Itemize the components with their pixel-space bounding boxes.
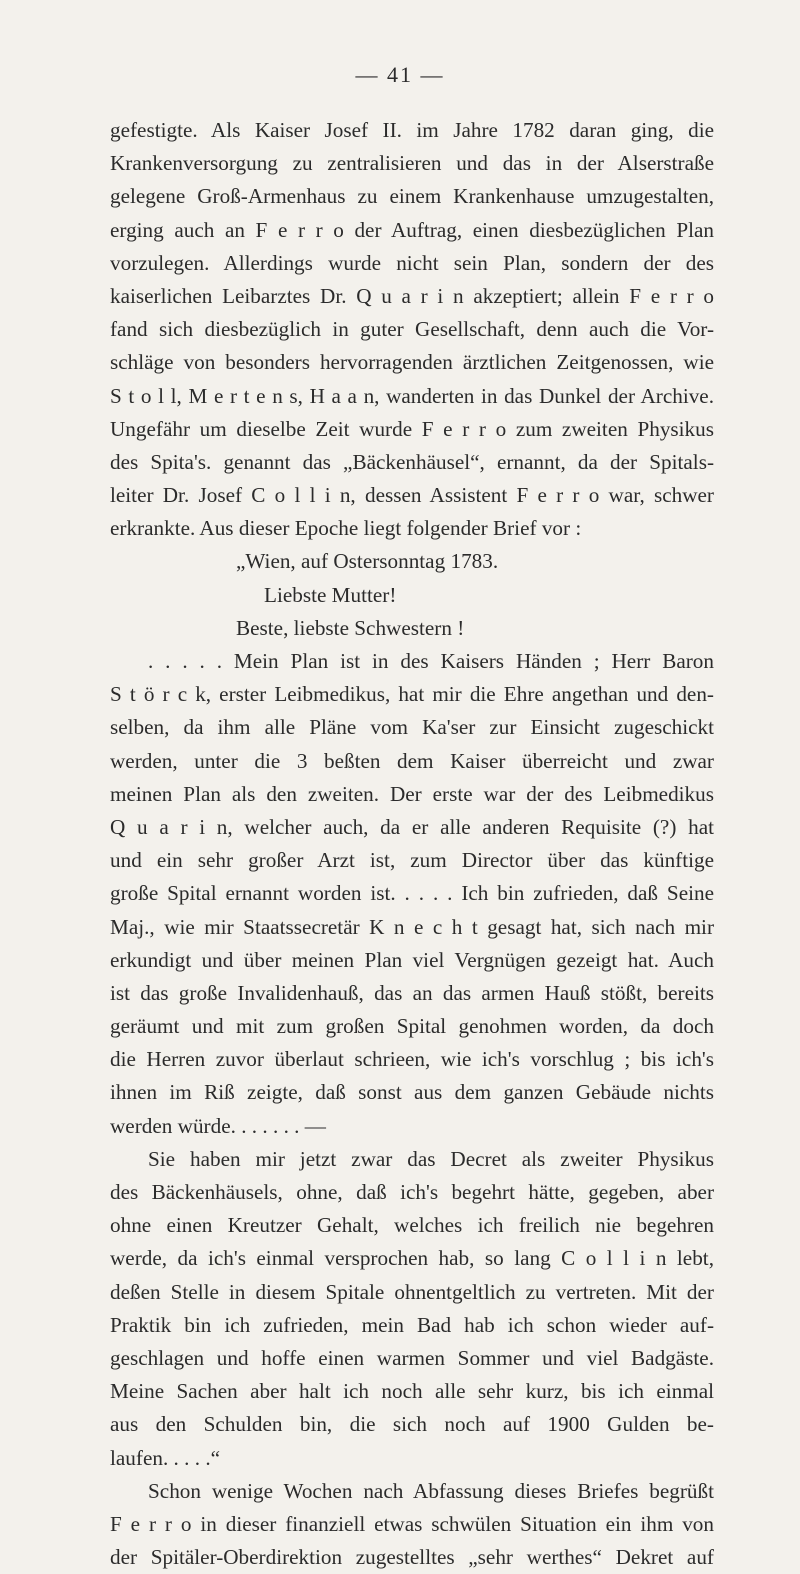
text-line: geschlagen und hoffe einen warmen Sommer und viel Badgäste.: [110, 1345, 714, 1370]
text-line: selben, da ihm alle Pläne vom Ka'ser zur Einsicht zugeschickt: [110, 715, 714, 740]
text-line: gefestigte. Als Kaiser Josef II. im Jahre 1782 daran ging, die: [110, 118, 714, 142]
text-line: ist das große Invalidenhauß, das an das armen Hauß stößt, bereits: [110, 980, 714, 1005]
text-line: und ein sehr großer Arzt ist, zum Director über das künftige: [110, 848, 714, 873]
text-line: erkundigt und über meinen Plan viel Vergnügen gezeigt hat. Auch: [110, 947, 714, 972]
text-line: erkrankte. Aus dieser Epoche liegt folgender Brief vor :: [110, 516, 582, 541]
text-line: deßen Stelle in diesem Spitale ohnentgeltlich zu vertreten. Mit der: [110, 1279, 714, 1304]
text-line: S t ö r c k, erster Leibmedikus, hat mir die Ehre angethan und den-: [110, 682, 714, 707]
text-line: der Spitäler-Oberdirektion zugestelltes „sehr werthes“ Dekret auf: [110, 1545, 714, 1570]
text-line: werde, da ich's einmal versprochen hab, so lang C o l l i n lebt,: [110, 1246, 714, 1271]
text-line: erging auch an F e r r o der Auftrag, einen diesbezüglichen Plan: [110, 217, 714, 242]
text-line: aus den Schulden bin, die sich noch auf 1900 Gulden be-: [110, 1412, 714, 1437]
text-line: ihnen im Riß zeigte, daß sonst aus dem ganzen Gebäude nichts: [110, 1080, 714, 1105]
text-line: Meine Sachen aber halt ich noch alle sehr kurz, bis ich einmal: [110, 1379, 714, 1404]
text-line: laufen. . . . .“: [110, 1445, 221, 1470]
text-line: vorzulegen. Allerdings wurde nicht sein Plan, sondern der des: [110, 250, 714, 275]
text-line: werden, unter die 3 beßten dem Kaiser überreicht und zwar: [110, 748, 714, 773]
text-line: Maj., wie mir Staatssecretär K n e c h t gesagt hat, sich nach mir: [110, 914, 714, 939]
text-line: Schon wenige Wochen nach Abfassung dieses Briefes begrüßt: [148, 1478, 714, 1503]
text-line: leiter Dr. Josef C o l l i n, dessen Assistent F e r r o war, schwer: [110, 483, 714, 508]
text-line: geräumt und mit zum großen Spital genohmen worden, da doch: [110, 1014, 714, 1039]
text-line: des Spita's. genannt das „Bäckenhäusel“, ernannt, da der Spitals-: [110, 449, 714, 474]
text-line: kaiserlichen Leibarztes Dr. Q u a r i n akzeptiert; allein F e r r o: [110, 283, 714, 308]
text-line: Q u a r i n, welcher auch, da er alle anderen Requisite (?) hat: [110, 814, 714, 839]
body-text: [110, 114, 714, 1574]
text-line: die Herren zuvor überlaut schrieen, wie ich's vorschlug ; bis ich's: [110, 1047, 714, 1072]
text-line: „Wien, auf Ostersonntag 1783.: [236, 549, 499, 574]
text-line: werden würde. . . . . . . —: [110, 1113, 326, 1138]
text-line: F e r r o in dieser finanziell etwas schwülen Situation ein ihm von: [110, 1511, 714, 1536]
text-line: Ungefähr um dieselbe Zeit wurde F e r r o zum zweiten Physikus: [110, 416, 714, 441]
text-line: ohne einen Kreutzer Gehalt, welches ich freilich nie begehren: [110, 1213, 714, 1238]
text-line: fand sich diesbezüglich in guter Gesellschaft, denn auch die Vor-: [110, 317, 714, 342]
text-line: Praktik bin ich zufrieden, mein Bad hab ich schon wieder auf-: [110, 1312, 714, 1337]
text-line: des Bäckenhäusels, ohne, daß ich's begehrt hätte, gegeben, aber: [110, 1180, 714, 1204]
text-line: . . . . . Mein Plan ist in des Kaisers Händen ; Herr Baron: [148, 649, 714, 673]
text-line: Liebste Mutter!: [264, 582, 397, 607]
text-line: meinen Plan als den zweiten. Der erste war der des Leibmedikus: [110, 781, 714, 806]
text-line: gelegene Groß-Armenhaus zu einem Krankenhause umzugestalten,: [110, 184, 714, 209]
page-number: — 41 —: [355, 62, 445, 87]
text-line: Beste, liebste Schwestern !: [236, 615, 465, 640]
text-line: Krankenversorgung zu zentralisieren und das in der Alserstraße: [110, 151, 714, 176]
text-line: große Spital ernannt worden ist. . . . . Ich bin zufrieden, daß Seine: [110, 881, 714, 906]
text-line: Sie haben mir jetzt zwar das Decret als zweiter Physikus: [148, 1146, 714, 1171]
text-line: S t o l l, M e r t e n s, H a a n, wanderten in das Dunkel der Archive.: [110, 383, 714, 408]
text-line: schläge von besonders hervorragenden ärztlichen Zeitgenossen, wie: [110, 350, 714, 375]
